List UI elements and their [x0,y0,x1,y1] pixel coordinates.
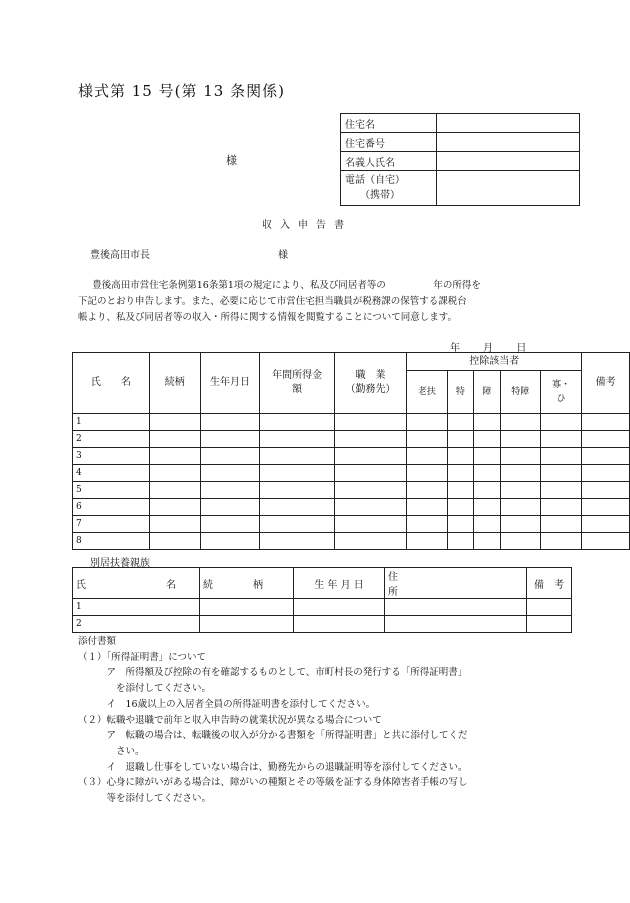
header-special: 特 [447,371,473,414]
cell[interactable] [200,465,260,482]
cell[interactable] [447,499,473,516]
cell[interactable] [260,499,335,516]
cell[interactable] [541,516,582,533]
cell[interactable] [447,516,473,533]
cell[interactable] [582,533,630,550]
cell[interactable] [385,599,527,616]
cell[interactable] [541,465,582,482]
cell[interactable] [582,431,630,448]
sep-row[interactable] [73,616,200,633]
cell[interactable] [200,533,260,550]
phone-home-label: 電話（自宅） [345,175,405,186]
note-line: （１）「所得証明書」について [78,651,207,663]
header-widow: 寡・ひ [541,371,582,414]
cell[interactable] [407,414,447,431]
cell[interactable] [582,448,630,465]
header-relation: 続柄 [149,353,200,414]
cell[interactable] [474,431,500,448]
cell[interactable] [260,482,335,499]
declaration-line: 豊後高田市営住宅条例第16条第1項の規定により、私及び同居者等の 年の所得を [92,280,481,291]
cell[interactable] [200,616,294,633]
cell[interactable] [334,516,406,533]
cell[interactable] [294,616,385,633]
cell[interactable] [447,482,473,499]
cell[interactable] [541,499,582,516]
table-row [73,599,572,616]
cell[interactable] [447,431,473,448]
table-row [73,465,630,482]
cell[interactable] [500,499,540,516]
cell[interactable] [407,499,447,516]
cell[interactable] [149,482,200,499]
sep-header-address: 住 所 [385,568,527,599]
cell[interactable] [334,414,406,431]
cell[interactable] [149,499,200,516]
cell[interactable] [407,482,447,499]
header-occupation [334,353,406,414]
form-number-title: 様式第 15 号(第 13 条関係) [78,82,285,100]
cell[interactable] [474,465,500,482]
info-label: 住宅番号 [341,133,437,152]
cell[interactable] [200,599,294,616]
row-number: 1 [76,602,82,612]
cell[interactable] [582,516,630,533]
cell[interactable] [149,465,200,482]
row-number: 2 [73,431,150,448]
cell[interactable] [200,414,260,431]
cell[interactable] [334,533,406,550]
date-line: 年 月 日 [450,343,527,354]
info-value-field[interactable] [437,152,580,171]
cell[interactable] [527,616,572,633]
note-line: 等を添付してください。 [78,793,212,805]
cell[interactable] [200,482,260,499]
notes-heading: 添付書類 [78,636,117,647]
workplace-label: （勤務先） [345,384,396,395]
cell[interactable] [447,533,473,550]
sep-header-name: 氏 名 [73,568,200,599]
household-income-table [72,352,630,550]
sep-row[interactable] [73,599,200,616]
table-row [73,431,630,448]
note-line: イ 16歳以上の入居者全員の所得証明書を添付してください。 [78,698,376,710]
cell[interactable] [407,431,447,448]
cell[interactable] [149,414,200,431]
cell[interactable] [334,465,406,482]
cell[interactable] [582,499,630,516]
cell[interactable] [334,448,406,465]
cell[interactable] [474,414,500,431]
cell[interactable] [541,431,582,448]
attachments-notes [78,634,598,807]
cell[interactable] [447,448,473,465]
cell[interactable] [334,431,406,448]
cell[interactable] [582,465,630,482]
table-row [73,616,572,633]
header-disability: 障 [474,371,500,414]
note-line: さい。 [78,745,145,757]
cell[interactable] [200,499,260,516]
header-birthdate: 生年月日 [200,353,260,414]
cell[interactable] [474,516,500,533]
note-line: イ 退職し仕事をしていない場合は、勤務先からの退職証明等を添付してください。 [78,761,468,773]
cell[interactable] [200,448,260,465]
sep-header-remarks: 備 考 [527,568,572,599]
header-name: 氏 名 [73,353,150,414]
sep-header-birthdate: 生 年 月 日 [294,568,385,599]
cell[interactable] [407,465,447,482]
separate-dependents-label: 別居扶養親族 [90,558,150,569]
cell[interactable] [407,533,447,550]
cell[interactable] [500,448,540,465]
applicant-info-table [340,113,580,206]
cell[interactable] [582,482,630,499]
cell[interactable] [447,414,473,431]
cell[interactable] [260,465,335,482]
row-number: 4 [73,465,150,482]
cell[interactable] [260,431,335,448]
cell[interactable] [385,616,527,633]
row-number: 7 [73,516,150,533]
cell[interactable] [541,482,582,499]
cell[interactable] [149,431,200,448]
phone-value-field[interactable] [437,171,580,206]
cell[interactable] [474,533,500,550]
cell[interactable] [149,448,200,465]
cell[interactable] [334,499,406,516]
cell[interactable] [541,533,582,550]
cell[interactable] [294,599,385,616]
cell[interactable] [447,465,473,482]
cell[interactable] [500,533,540,550]
header-income: 年間所得金額 [260,353,335,414]
cell[interactable] [149,516,200,533]
info-value-field[interactable] [437,133,580,152]
header-elderly-dependent: 老扶 [407,371,447,414]
addressee: 豊後高田市長 [90,250,150,261]
declaration-line: 帳より、私及び同居者等の収入・所得に関する情報を閲覧することについて同意します。 [78,312,458,323]
cell[interactable] [500,465,540,482]
note-line: （２）転職や退職で前年と収入申告時の就業状況が異なる場合について [78,714,382,726]
cell[interactable] [260,414,335,431]
cell[interactable] [500,414,540,431]
phone-mobile-label: （携帯） [345,190,400,201]
occupation-label: 職 業 [355,370,386,381]
row-number: 5 [73,482,150,499]
table-row [73,414,630,431]
info-label: 住宅名 [341,114,437,133]
cell[interactable] [407,516,447,533]
cell[interactable] [149,533,200,550]
note-line: （３）心身に障がいがある場合は、障がいの種類とその等級を証する身体障害者手帳の写し [78,777,468,789]
table-row [73,516,630,533]
phone-label [341,171,437,206]
cell[interactable] [500,482,540,499]
cell[interactable] [260,448,335,465]
row-number: 6 [73,499,150,516]
table-row [73,482,630,499]
cell[interactable] [500,516,540,533]
note-line: を添付してください。 [78,683,212,695]
cell[interactable] [407,448,447,465]
header-special-disability: 特障 [500,371,540,414]
cell[interactable] [541,448,582,465]
row-number: 1 [73,414,150,431]
separate-dependents-table [72,567,572,633]
info-label: 名義人氏名 [341,152,437,171]
cell[interactable] [260,516,335,533]
cell[interactable] [474,499,500,516]
header-remarks: 備考 [582,353,630,414]
cell[interactable] [474,448,500,465]
cell[interactable] [260,533,335,550]
note-line: ア 所得額及び控除の有を確認するものとして、市町村長の発行する「所得証明書」 [78,667,468,679]
row-number: 2 [76,619,82,629]
addressee-honorific: 様 [278,250,288,261]
table-row [73,499,630,516]
table-row [73,533,630,550]
table-row [73,448,630,465]
cell[interactable] [500,431,540,448]
honorific-top: 様 [226,154,237,167]
sep-header-relation: 続 柄 [200,568,294,599]
row-number: 3 [73,448,150,465]
document-title: 収入申告書 [262,220,352,231]
note-line: ア 転職の場合は、転職後の収入が分かる書類を「所得証明書」と共に添付してくだ [78,730,468,742]
cell[interactable] [541,414,582,431]
header-deductions: 控除該当者 [407,353,582,371]
row-number: 8 [73,533,150,550]
cell[interactable] [200,516,260,533]
cell[interactable] [334,482,406,499]
cell[interactable] [527,599,572,616]
declaration-text [78,278,584,326]
cell[interactable] [200,431,260,448]
info-value-field[interactable] [437,114,580,133]
cell[interactable] [474,482,500,499]
declaration-line: 下記のとおり申告します。また、必要に応じて市営住宅担当職員が税務課の保管する課税台 [78,296,467,307]
cell[interactable] [582,414,630,431]
